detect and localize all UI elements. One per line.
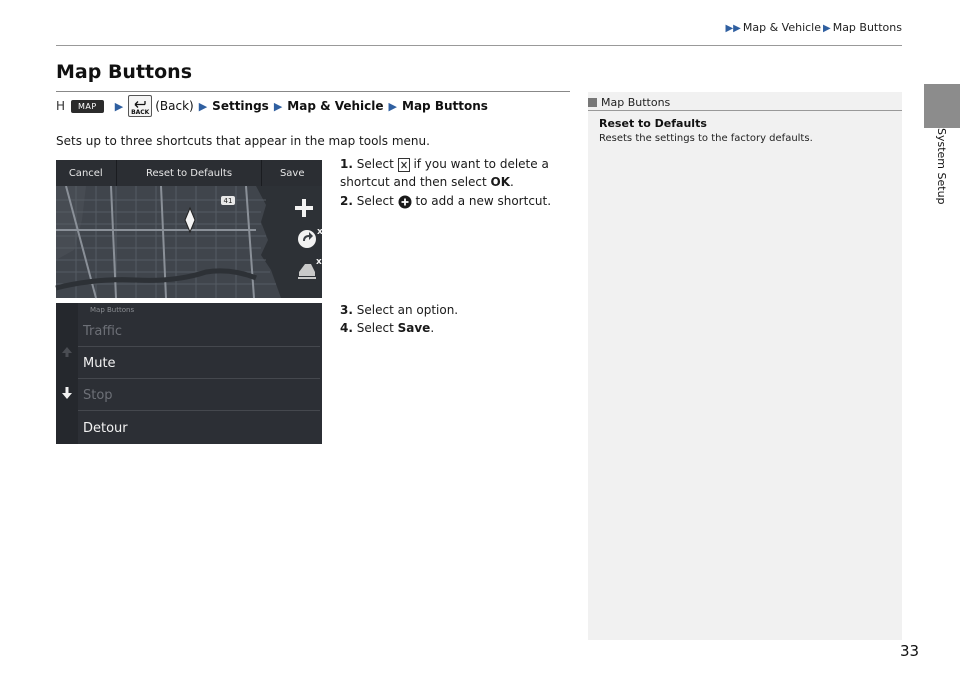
- step-text: to add a new shortcut.: [415, 194, 552, 208]
- step-text: if you want to delete a shortcut and then select: [340, 157, 549, 189]
- breadcrumb-arrow-icon: ▶: [823, 23, 831, 34]
- step-text: Select: [356, 194, 394, 208]
- path-map-vehicle: Map & Vehicle: [287, 99, 384, 113]
- step-number: 4.: [340, 321, 353, 335]
- save-label: Save: [397, 321, 431, 335]
- delete-shortcut-icon: [398, 158, 410, 172]
- step-2: [340, 192, 570, 210]
- list-header: Map Buttons: [90, 306, 135, 314]
- step-number: 3.: [340, 303, 353, 317]
- list-item-detour[interactable]: Detour: [83, 420, 128, 436]
- breadcrumb: [0, 21, 902, 34]
- step-text: Select an option.: [356, 303, 459, 317]
- note-title: [588, 96, 670, 109]
- navigation-path: [56, 96, 488, 116]
- shortcut-reroute-icon[interactable]: [296, 226, 322, 250]
- add-shortcut-icon: [398, 195, 412, 209]
- step-text: .: [430, 321, 435, 335]
- svg-text:x: x: [316, 257, 322, 267]
- note-panel: [588, 92, 902, 640]
- back-key-label: BACK: [131, 109, 150, 116]
- map-screen: [56, 160, 322, 298]
- list-scroll-rail: [56, 303, 78, 444]
- list-item-stop[interactable]: Stop: [78, 381, 320, 411]
- note-title-text: Map Buttons: [601, 96, 671, 109]
- step-number: 1.: [340, 157, 353, 171]
- step-text: Select: [356, 321, 394, 335]
- path-arrow-icon: ▶: [198, 99, 208, 113]
- breadcrumb-arrow-icon: ▶▶: [725, 23, 741, 34]
- reset-to-defaults-button[interactable]: Reset to Defaults: [117, 160, 263, 186]
- path-arrow-icon: ▶: [114, 99, 124, 113]
- home-icon: H: [56, 99, 66, 113]
- path-settings: Settings: [212, 99, 269, 113]
- scroll-down-icon[interactable]: [62, 387, 72, 399]
- cancel-button[interactable]: Cancel: [56, 160, 117, 186]
- add-shortcut-button[interactable]: [292, 196, 316, 220]
- page-number: 33: [900, 642, 920, 660]
- note-heading: Reset to Defaults: [599, 117, 707, 130]
- option-list-screen: [56, 303, 322, 444]
- svg-text:x: x: [317, 227, 323, 237]
- road-badge: 41: [223, 197, 233, 205]
- page-title: Map Buttons: [56, 61, 193, 83]
- path-arrow-icon: ▶: [388, 99, 398, 113]
- step-text: .: [510, 175, 514, 189]
- step-number: 2.: [340, 194, 353, 208]
- back-button-icon: [128, 95, 152, 117]
- back-arrow-icon: [133, 100, 147, 109]
- step-4: [340, 319, 570, 337]
- intro-text: Sets up to three shortcuts that appear in the map tools menu.: [56, 134, 430, 148]
- step-3: [340, 301, 570, 319]
- ok-label: OK: [490, 175, 511, 189]
- step-1: [340, 155, 570, 191]
- back-label: (Back): [155, 99, 194, 113]
- map-button-icon: MAP: [71, 100, 104, 113]
- section-tab: [924, 84, 960, 128]
- breadcrumb-item-map-vehicle[interactable]: Map & Vehicle: [742, 21, 821, 34]
- title-divider: [56, 91, 570, 92]
- list-item-traffic[interactable]: Traffic: [78, 317, 320, 347]
- note-body: Resets the settings to the factory defaults.: [599, 133, 813, 144]
- path-arrow-icon: ▶: [273, 99, 283, 113]
- header-divider: [56, 45, 902, 46]
- note-divider: [588, 110, 902, 111]
- scroll-up-icon[interactable]: [62, 347, 72, 357]
- path-map-buttons: Map Buttons: [402, 99, 488, 113]
- note-icon: [588, 98, 597, 107]
- section-tab-label: System Setup: [935, 128, 948, 205]
- shortcut-traffic-icon[interactable]: [296, 256, 322, 280]
- step-text: Select: [356, 157, 394, 171]
- breadcrumb-item-map-buttons[interactable]: Map Buttons: [832, 21, 902, 34]
- save-button[interactable]: Save: [279, 167, 305, 179]
- list-item-mute[interactable]: Mute: [78, 349, 320, 379]
- map-toolbar: [56, 160, 322, 186]
